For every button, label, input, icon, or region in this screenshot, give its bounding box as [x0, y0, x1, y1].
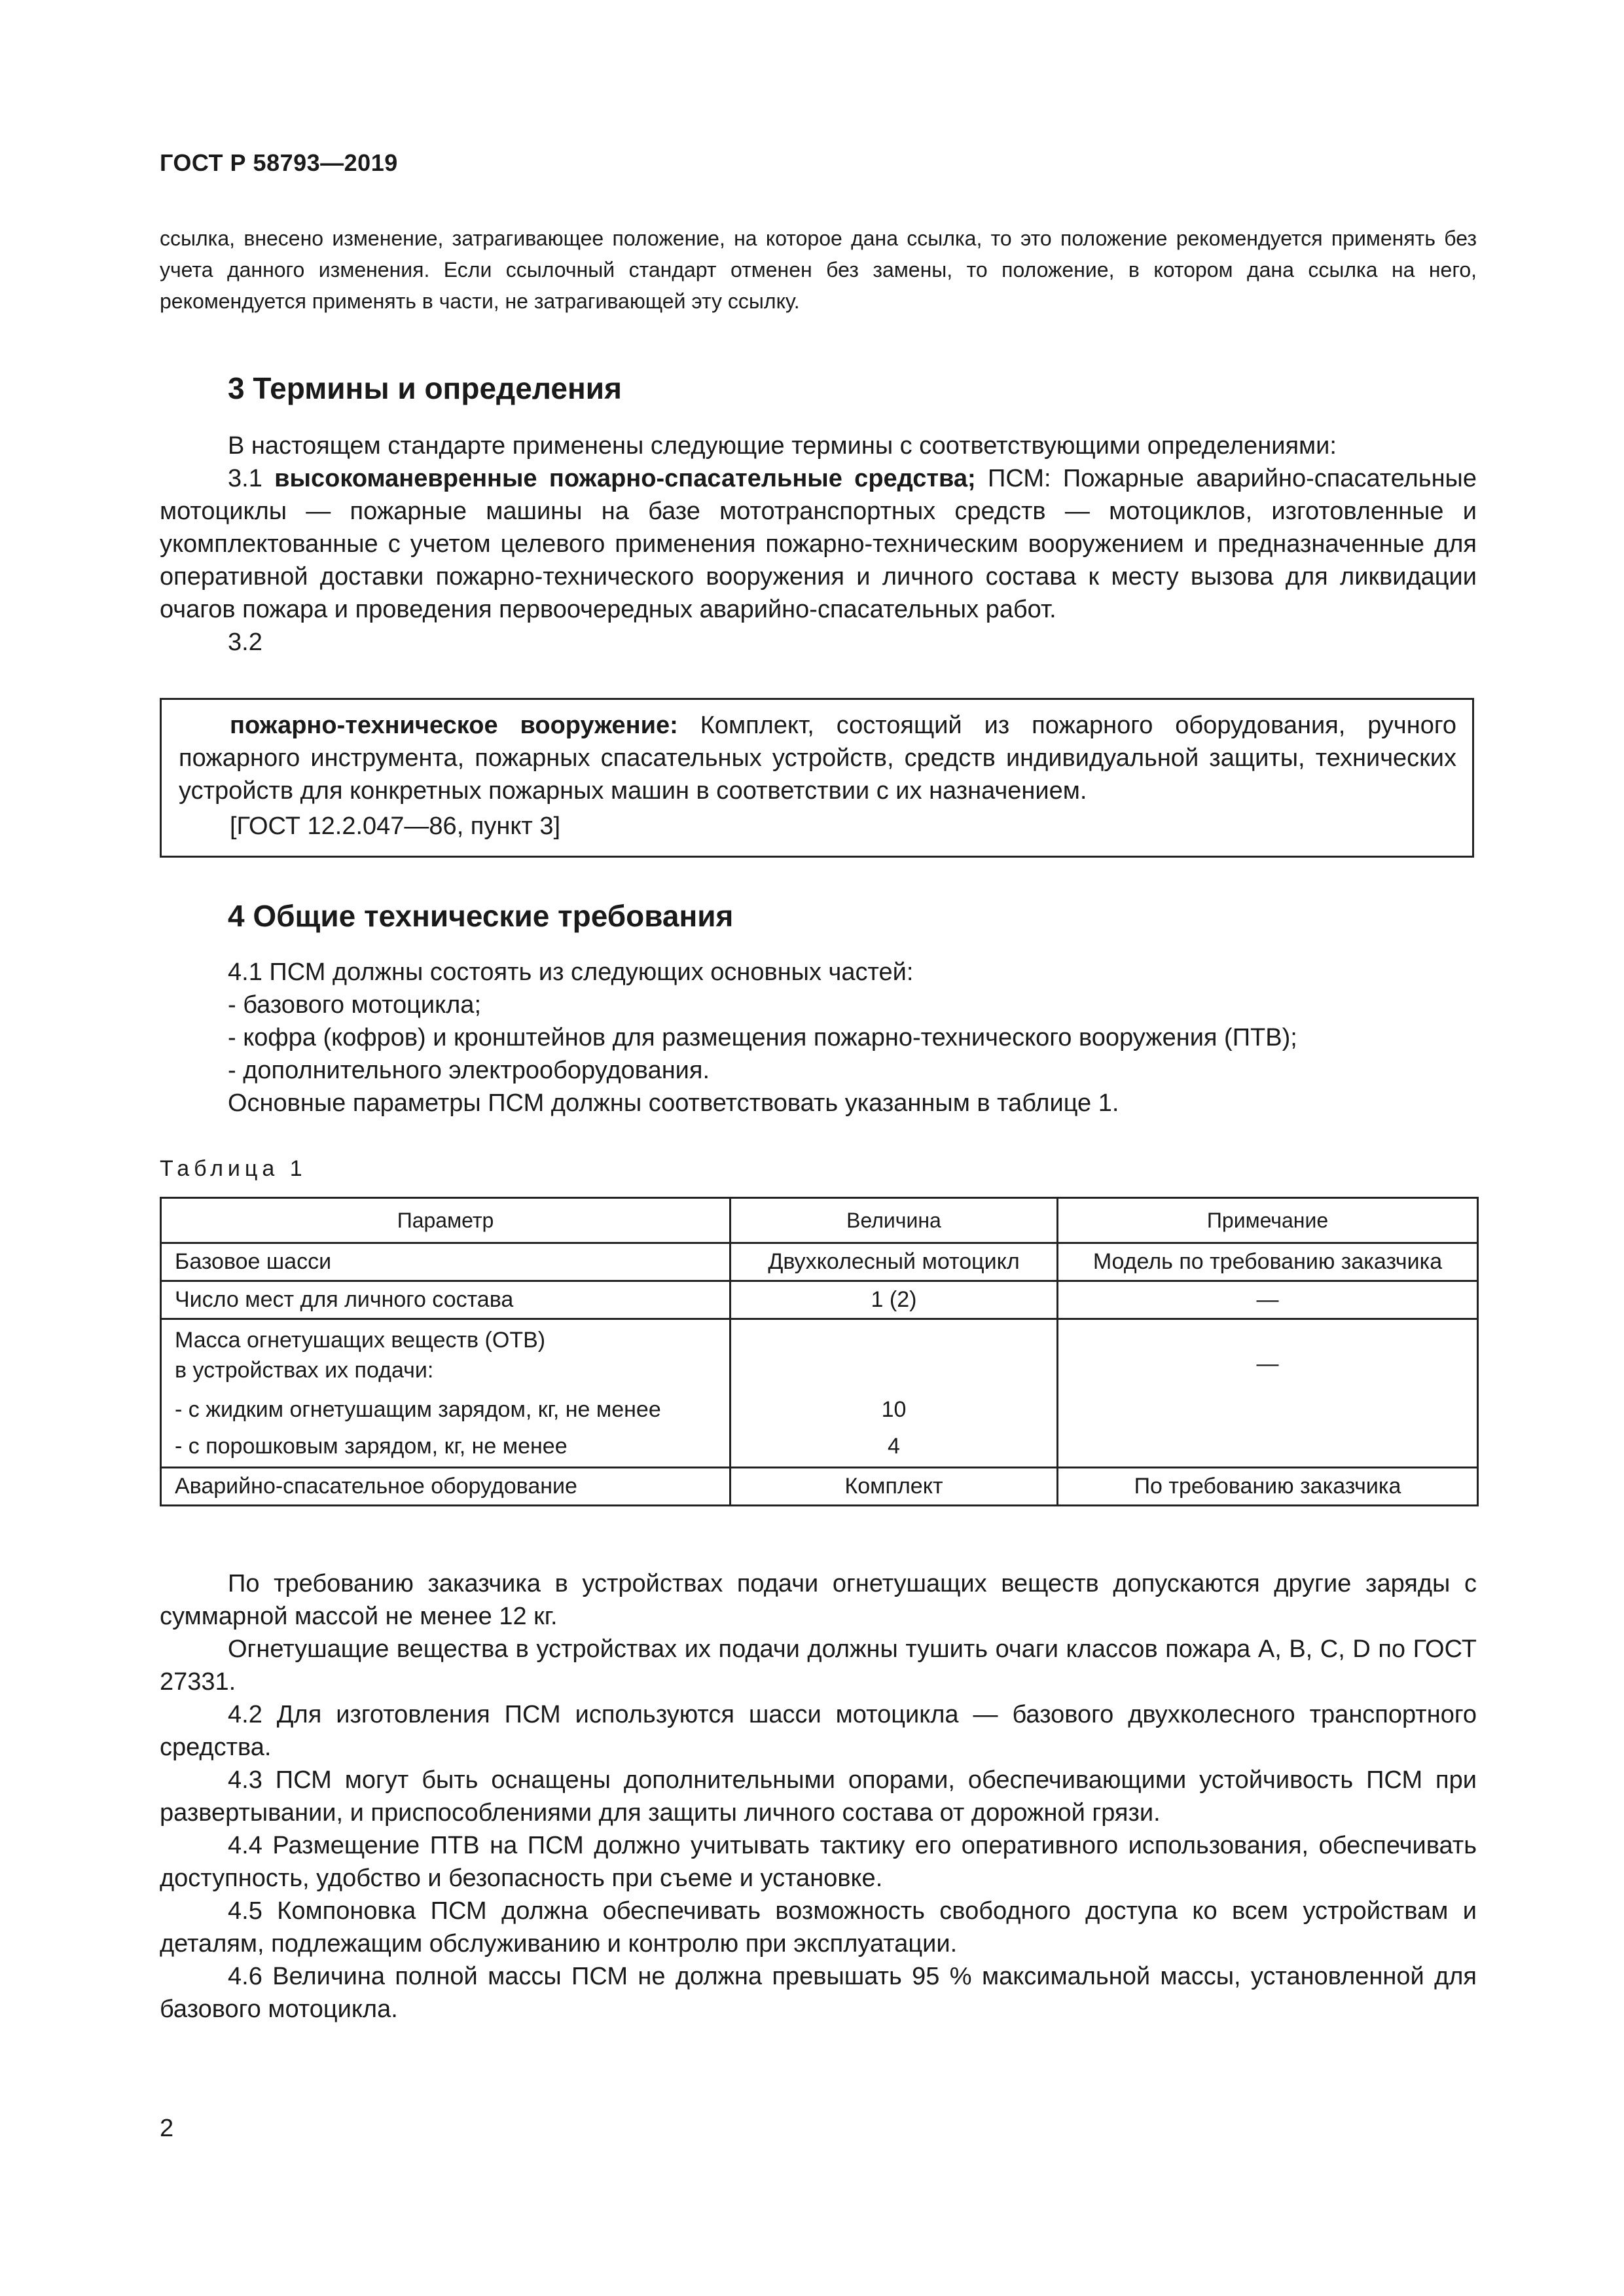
column-header: Параметр	[161, 1198, 731, 1243]
table-intro: Основные параметры ПСМ должны соответствовать указанным в таблице 1.	[228, 1089, 1119, 1117]
table-cell: Модель по требованию заказчика	[1058, 1243, 1478, 1281]
table-cell: Двухколесный мотоцикл	[731, 1243, 1058, 1281]
table-cell: Масса огнетушащих веществ (ОТВ) в устройствах их подачи: - с жидким огнетушащим зарядом, кг, не менее - с порошковым зарядом, кг, не менее	[161, 1319, 731, 1468]
table-cell: Базовое шасси	[161, 1243, 731, 1281]
table-caption: Таблица 1	[160, 1156, 307, 1181]
section-4-title: 4 Общие технические требования	[228, 899, 734, 933]
table-cell: —	[1058, 1319, 1478, 1468]
paragraph-4-5: 4.5 Компоновка ПСМ должна обеспечивать возможность свободного доступа ко всем устройствам и деталям, подлежащим обслуживанию и контролю при эксплуатации.	[160, 1897, 1477, 1958]
table-cell: —	[1058, 1281, 1478, 1319]
term-3-1-name: высокоманевренные пожарно-спасательные средства;	[274, 465, 976, 492]
paragraph-4-2: 4.2 Для изготовления ПСМ используются шасси мотоцикла — базового двухколесного транспортного средства.	[160, 1701, 1477, 1761]
table-cell: Комплект	[731, 1468, 1058, 1506]
paragraph: Огнетушащие вещества в устройствах их подачи должны тушить очаги классов пожара A, B, C, D по ГОСТ 27331.	[160, 1635, 1477, 1696]
document-code: ГОСТ Р 58793—2019	[160, 149, 398, 176]
list-item: - дополнительного электрооборудования.	[228, 1057, 710, 1084]
column-header: Примечание	[1058, 1198, 1478, 1243]
paragraph-4-4: 4.4 Размещение ПТВ на ПСМ должно учитывать тактику его оперативного использования, обеспечивать доступность, удобство и безопасность при съеме и установке.	[160, 1832, 1477, 1892]
paragraph-4-6: 4.6 Величина полной массы ПСМ не должна превышать 95 % максимальной массы, установленной для базового мотоцикла.	[160, 1963, 1477, 2023]
paragraph-4-1: 4.1 ПСМ должны состоять из следующих основных частей:	[228, 958, 914, 986]
list-item: - базового мотоцикла;	[228, 991, 481, 1019]
table-row	[161, 1319, 1478, 1468]
section-3-title: 3 Термины и определения	[228, 371, 622, 405]
intro-paragraph: ссылка, внесено изменение, затрагивающее положение, на которое дана ссылка, то это положение рекомендуется применять без учета данного изменения. Если ссылочный стандарт отменен без замены, то положение, в котором дана ссылка на него, рекомендуется применять в части, не затрагивающей эту ссылку.	[160, 227, 1477, 313]
section-3-body	[160, 429, 1477, 659]
term-3-1-definition: ПСМ: Пожарные аварийно-спасательные мотоциклы — пожарные машины на базе мототранспортных средств — мотоциклов, изготовленные и укомплектованные с учетом целевого применения пожарно-техническим вооружением и предназначенные для оперативной доставки пожарно-технического вооружения и личного состава к месту вызова для ликвидации очагов пожара и проведения первоочередных аварийно-спасательных работ.	[160, 465, 1477, 623]
column-header: Величина	[731, 1198, 1058, 1243]
term-3-2-name: пожарно-техническое вооружение:	[230, 712, 678, 739]
parameters-table	[160, 1197, 1479, 1506]
term-3-2-reference: [ГОСТ 12.2.047—86, пункт 3]	[230, 812, 561, 840]
section-4-body	[160, 1567, 1477, 2026]
table-cell: 10 4	[731, 1319, 1058, 1468]
page-number: 2	[160, 2115, 174, 2142]
table-row	[161, 1281, 1478, 1319]
term-3-2-number: 3.2	[228, 629, 262, 656]
term-3-2-box	[160, 698, 1474, 858]
section-3-lead: В настоящем стандарте применены следующие термины с соответствующими определениями:	[228, 432, 1337, 460]
list-item: - кофра (кофров) и кронштейнов для размещения пожарно-технического вооружения (ПТВ);	[228, 1024, 1297, 1051]
table-cell: 1 (2)	[731, 1281, 1058, 1319]
term-3-2-definition: Комплект, состоящий из пожарного оборудования, ручного пожарного инструмента, пожарных спасательных устройств, средств индивидуальной защиты, технических устройств для конкретных пожарных машин в соответствии с их назначением.	[179, 712, 1457, 805]
table-row	[161, 1243, 1478, 1281]
table-header-row	[161, 1198, 1478, 1243]
table-row	[161, 1468, 1478, 1506]
paragraph: По требованию заказчика в устройствах подачи огнетушащих веществ допускаются другие заряды с суммарной массой не менее 12 кг.	[160, 1570, 1477, 1630]
table-cell: По требованию заказчика	[1058, 1468, 1478, 1506]
paragraph-4-3: 4.3 ПСМ могут быть оснащены дополнительными опорами, обеспечивающими устойчивость ПСМ при развертывании, и приспособлениями для защиты личного состава от дорожной грязи.	[160, 1766, 1477, 1827]
table-cell: Аварийно-спасательное оборудование	[161, 1468, 731, 1506]
term-3-1: 3.1 высокоманевренные пожарно-спасательные средства; ПСМ: Пожарные аварийно-спасательные мотоциклы — пожарные машины на базе мототранспортных средств — мотоциклов, изготовленные и укомплектованные с учетом целевого применения пожарно-техническим вооружением и предназначенные для оперативной доставки пожарно-технического вооружения и личного состава к месту вызова для ликвидации очагов пожара и проведения первоочередных аварийно-спасательных работ.	[160, 465, 1477, 623]
term-3-2-text	[179, 709, 1456, 807]
table-cell: Число мест для личного состава	[161, 1281, 731, 1319]
